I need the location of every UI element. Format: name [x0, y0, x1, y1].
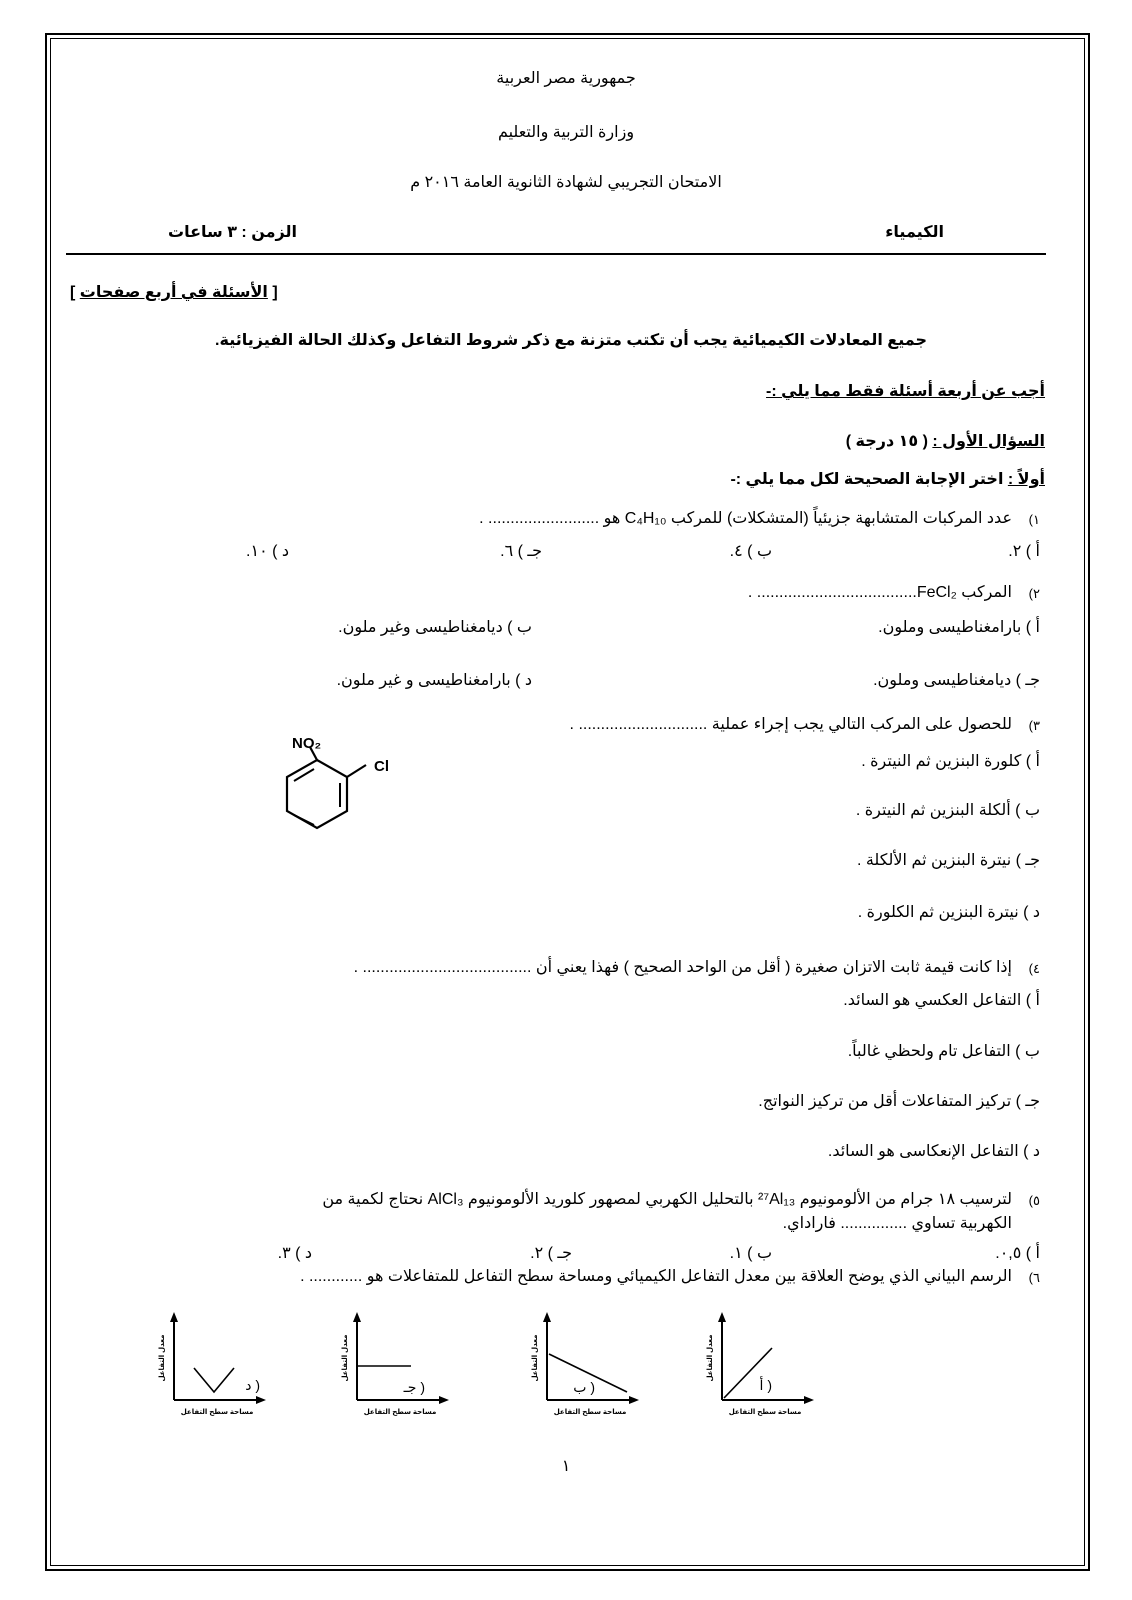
q1-number: ١): [1028, 512, 1040, 527]
q5-option-a: أ ) ٠,٥.: [995, 1245, 1040, 1262]
q4-option-a: أ ) التفاعل العكسي هو السائد.: [843, 992, 1040, 1009]
q1-text-a: عدد المركبات المتشابهة جزيئياً (المتشكلات) للمركب: [666, 510, 1012, 527]
graph-d-xlabel: مساحة سطح التفاعل: [180, 1409, 254, 1416]
graph-c-label: جـ ): [403, 1379, 425, 1395]
graph-a-label: أ ): [759, 1377, 772, 1393]
cl-bond: [347, 765, 366, 777]
exam-title: الامتحان التجريبي لشهادة الثانوية العامة ٢٠١٦ م: [410, 174, 722, 191]
q2-option-d: د ) بارامغناطيسى و غير ملون.: [336, 672, 532, 689]
q2-option-a: أ ) بارامغناطيسى وملون.: [878, 619, 1040, 636]
part1-text: اختر الإجابة الصحيحة لكل مما يلي :-: [730, 471, 1008, 488]
q3-text: للحصول على المركب التالي يجب إجراء عملية ............................. .: [569, 716, 1012, 733]
q1-option-c: جـ ) ٦.: [500, 543, 542, 560]
q2-option-c: جـ ) ديامغناطيسى وملون.: [873, 672, 1040, 689]
q6-text: الرسم البياني الذي يوضح العلاقة بين معدل التفاعل الكيميائي ومساحة سطح التفاعل للمتفاعلات هو ............ .: [300, 1268, 1012, 1285]
q1-option-a: أ ) ٢.: [1008, 543, 1040, 560]
graph-option-a: [700, 1310, 820, 1420]
pages-note: [70, 282, 278, 302]
q4-text: إذا كانت قيمة ثابت الاتزان صغيرة ( أقل من الواحد الصحيح ) فهذا يعني أن ...................................... .: [353, 959, 1012, 976]
q3-number: ٣): [1028, 718, 1040, 733]
page-number: ١: [561, 1458, 571, 1475]
q5-option-d: د ) ٣.: [277, 1245, 312, 1262]
question1-grade: ( ١٥ درجة ): [845, 433, 928, 450]
q4-option-d: د ) التفاعل الإنعكاسى هو السائد.: [827, 1143, 1040, 1160]
q5-line2: الكهربية تساوي ............... فاراداي.: [782, 1215, 1012, 1232]
pages-note-bracket-close: ]: [70, 284, 80, 301]
graph-d-label: د ): [245, 1377, 260, 1393]
q1-option-b: ب ) ٤.: [729, 543, 772, 560]
question1-title: السؤال الأول :: [932, 433, 1045, 450]
cl-label: Cl: [374, 758, 389, 775]
country-title: جمهورية مصر العربية: [496, 70, 636, 87]
graph-b-ylabel: معدل التفاعل: [532, 1334, 539, 1382]
q3-option-b: ب ) ألكلة البنزين ثم النيترة .: [855, 802, 1040, 819]
q5-number: ٥): [1028, 1193, 1040, 1208]
q1-text: [479, 508, 1012, 528]
pages-note-text: الأسئلة في أربع صفحات: [79, 284, 268, 301]
graph-b-label: ب ): [573, 1379, 595, 1395]
q1-option-d: د ) ١٠.: [246, 543, 289, 560]
time-label: الزمن : ٣ ساعات: [168, 224, 297, 241]
header-divider: [66, 253, 1046, 255]
no2-label: NO₂: [292, 735, 322, 752]
q1-text-b: هو ......................... .: [479, 510, 625, 527]
answer-instruction: أجب عن أربعة أسئلة فقط مما يلي :-: [766, 383, 1045, 400]
ring-double-bond-3: [294, 815, 314, 825]
graph-option-b: [525, 1310, 645, 1420]
part1-heading: [730, 469, 1045, 489]
q4-option-b: ب ) التفاعل تام ولحظي غالباً.: [847, 1043, 1040, 1060]
q5-option-c: جـ ) ٢.: [530, 1245, 572, 1262]
q1-formula: C₄H₁₀: [624, 510, 667, 527]
q5-option-b: ب ) ١.: [729, 1245, 772, 1262]
part1-label: أولاً :: [1007, 471, 1045, 488]
graph-a-ylabel: معدل التفاعل: [707, 1334, 714, 1382]
q2-text: المركب FeCl₂.................................... .: [747, 584, 1012, 601]
graph-a-xlabel: مساحة سطح التفاعل: [728, 1409, 802, 1416]
pages-note-bracket-open: [: [267, 284, 278, 301]
nitrochlorobenzene-structure: [270, 735, 400, 835]
graph-option-d: [152, 1310, 272, 1420]
question1-heading: [846, 431, 1045, 451]
q3-option-d: د ) نيترة البنزين ثم الكلورة .: [857, 904, 1040, 921]
ministry-title: وزارة التربية والتعليم: [497, 124, 635, 141]
benzene-ring: [287, 760, 347, 828]
q4-option-c: جـ ) تركيز المتفاعلات أقل من تركيز النواتج.: [758, 1093, 1040, 1110]
q3-option-c: جـ ) نيترة البنزين ثم الألكلة .: [856, 852, 1040, 869]
graph-d-ylabel: معدل التفاعل: [159, 1334, 166, 1382]
q2-option-b: ب ) ديامغناطيسى وغير ملون.: [338, 619, 532, 636]
q3-option-a: أ ) كلورة البنزين ثم النيترة .: [861, 753, 1040, 770]
graph-b-xlabel: مساحة سطح التفاعل: [553, 1409, 627, 1416]
subject-label: الكيمياء: [885, 224, 944, 241]
graph-c-xlabel: مساحة سطح التفاعل: [363, 1409, 437, 1416]
graph-c-ylabel: معدل التفاعل: [342, 1334, 349, 1382]
q2-number: ٢): [1028, 586, 1040, 601]
q4-number: ٤): [1028, 961, 1040, 976]
graph-d-curve: [194, 1368, 234, 1392]
q5-line1: لترسيب ١٨ جرام من الألومونيوم ²⁷Al₁₃ بالتحليل الكهربي لمصهور كلوريد الألومونيوم AlCl₃ نحتاج لكمية من: [322, 1191, 1012, 1208]
general-instruction: جميع المعادلات الكيميائية يجب أن تكتب متزنة مع ذكر شروط التفاعل وكذلك الحالة الفيزيائية.: [215, 332, 927, 349]
q6-number: ٦): [1028, 1270, 1040, 1285]
graph-option-c: [335, 1310, 455, 1420]
